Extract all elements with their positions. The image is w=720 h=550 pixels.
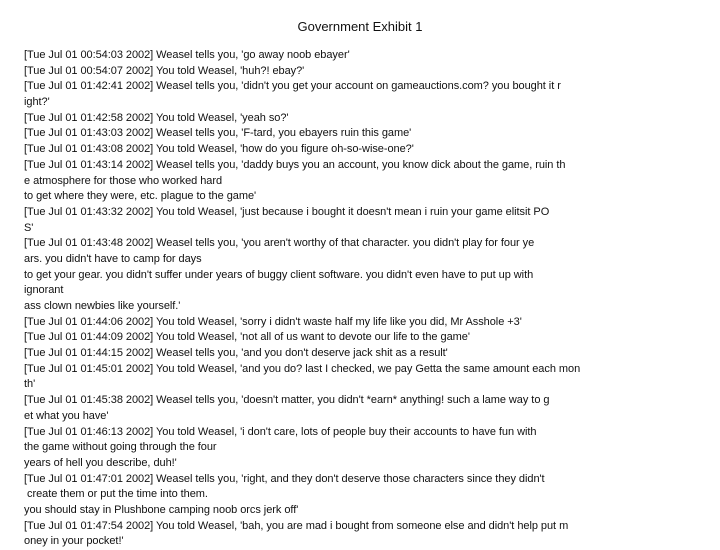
chat-log-line: [Tue Jul 01 01:45:38 2002] Weasel tells you, 'doesn't matter, you didn't *earn* anything! such a lame way to g — [24, 394, 550, 407]
chat-log-line: [Tue Jul 01 01:44:06 2002] You told Weasel, 'sorry i didn't waste half my life like you did, Mr Asshole +3' — [24, 315, 522, 328]
chat-log-line: ars. you didn't have to camp for days — [24, 252, 202, 265]
chat-log-line: [Tue Jul 01 00:54:03 2002] Weasel tells you, 'go away noob ebayer' — [24, 49, 350, 61]
chat-log-line: [Tue Jul 01 01:43:08 2002] You told Weasel, 'how do you figure oh-so-wise-one?' — [24, 143, 414, 156]
chat-log-line: [Tue Jul 01 00:54:07 2002] You told Weasel, 'huh?! ebay?' — [24, 64, 305, 77]
chat-log-line: [Tue Jul 01 01:47:54 2002] You told Weasel, 'bah, you are mad i bought from someone else and didn't help put m — [24, 519, 569, 532]
chat-log-line: [Tue Jul 01 01:42:58 2002] You told Weasel, 'yeah so?' — [24, 111, 289, 124]
chat-log-line: [Tue Jul 01 01:43:03 2002] Weasel tells you, 'F-tard, you ebayers ruin this game' — [24, 127, 412, 140]
chat-log-line: [Tue Jul 01 01:44:15 2002] Weasel tells you, 'and you don't deserve jack shit as a result' — [24, 347, 448, 360]
chat-log-line: you should stay in Plushbone camping noob orcs jerk off' — [24, 503, 299, 516]
chat-log-line: [Tue Jul 01 01:46:13 2002] You told Weasel, 'i don't care, lots of people buy their accounts to have fun with — [24, 425, 537, 438]
chat-log-line: [Tue Jul 01 01:44:09 2002] You told Weasel, 'not all of us want to devote our life to the game' — [24, 331, 470, 344]
chat-log-line: [Tue Jul 01 01:45:01 2002] You told Weasel, 'and you do? last I checked, we pay Getta the same amount each mon — [24, 362, 581, 375]
chat-log-line: to get where they were, etc. plague to the game' — [24, 190, 257, 203]
chat-log-line: [Tue Jul 01 01:43:32 2002] You told Weasel, 'just because i bought it doesn't mean i ruin your game elitsit PO — [24, 205, 550, 218]
chat-log-line: [Tue Jul 01 01:43:48 2002] Weasel tells you, 'you aren't worthy of that character. you didn't play for four ye — [24, 237, 535, 250]
chat-log-line: to get your gear. you didn't suffer under years of buggy client software. you didn't even have to put up with — [24, 268, 534, 281]
exhibit-title: Government Exhibit 1 — [297, 19, 423, 34]
chat-log-line: years of hell you describe, duh!' — [24, 456, 177, 469]
chat-log-line: [Tue Jul 01 01:42:41 2002] Weasel tells you, 'didn't you get your account on gameauctions.com? you bought it r — [24, 80, 561, 93]
chat-log-line: th' — [24, 378, 36, 391]
chat-log — [24, 48, 704, 550]
chat-log-line: ass clown newbies like yourself.' — [24, 300, 181, 312]
chat-log-line: the game without going through the four — [24, 441, 217, 454]
chat-log-line: e atmosphere for those who worked hard — [24, 174, 223, 187]
chat-log-line: create them or put the time into them. — [24, 488, 208, 501]
chat-log-line: [Tue Jul 01 01:43:14 2002] Weasel tells you, 'daddy buys you an account, you know dick about the game, ruin th — [24, 158, 566, 171]
chat-log-line: [Tue Jul 01 01:47:01 2002] Weasel tells you, 'right, and they don't deserve those characters since they didn't — [24, 472, 545, 485]
chat-log-line: et what you have' — [24, 409, 109, 422]
chat-log-line: ight?' — [24, 96, 50, 109]
chat-log-line: S' — [24, 221, 34, 234]
chat-log-line: oney in your pocket!' — [24, 535, 124, 548]
chat-log-line: ignorant — [24, 284, 64, 297]
